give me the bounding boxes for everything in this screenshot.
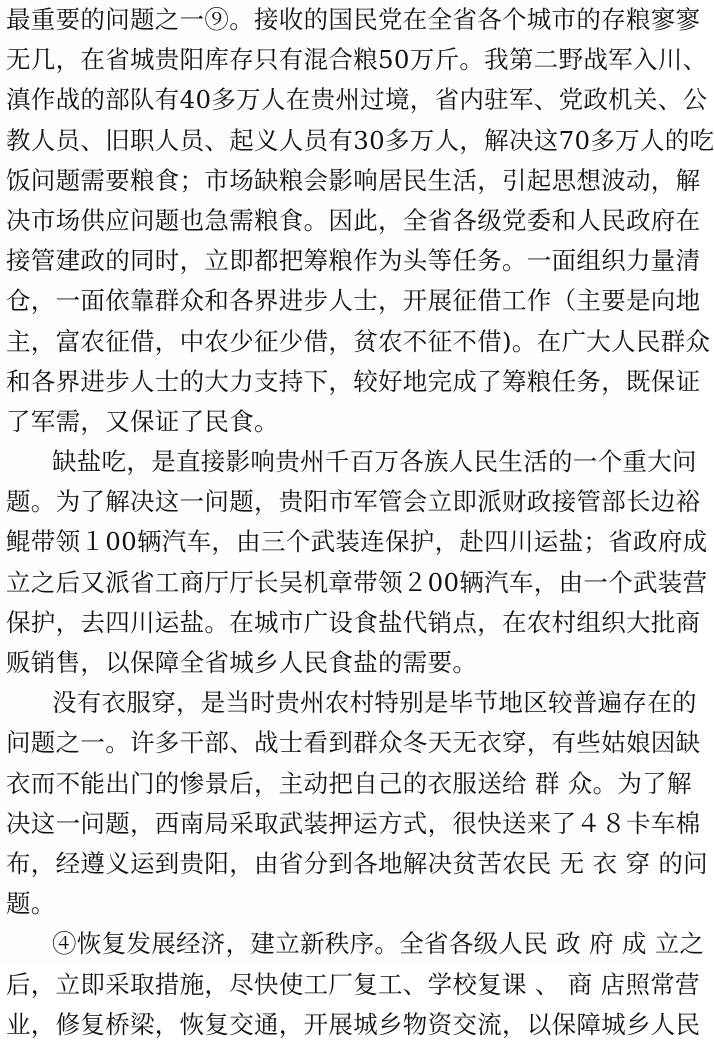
- text-line: 贩销售，以保障全省城乡人民食盐的需要。: [6, 648, 478, 677]
- text-line: 仓，一面依靠群众和各界进步人士，开展征借工作（主要是向地: [6, 286, 701, 316]
- text-line: 接管建政的同时，立即都把筹粮作为头等任务。一面组织力量清: [6, 246, 701, 276]
- text-line: 最重要的问题之一⑨。接收的国民党在全省各个城市的存粮寥寥: [6, 5, 701, 34]
- text-line: 题。: [6, 889, 56, 919]
- text-line: 主，富农征借，中农少征少借，贫农不征不借)。在广大人民群众: [6, 326, 711, 356]
- text-line: 保护，去四川运盐。在城市广设食盐代销点，在农村组织大批商: [6, 607, 701, 637]
- text-line: 教人员、旧职人员、起义人员有30多万人，解决这70多万人的吃: [6, 125, 714, 155]
- text-line: 题。为了解决这一问题，贵阳市军管会立即派财政接管部长边裕: [6, 487, 701, 517]
- text-line: 和各界进步人士的大力支持下，较好地完成了筹粮任务，既保证: [6, 366, 701, 396]
- text-line: 衣而不能出门的惨景后，主动把自己的衣服送给 群 众。为了解: [6, 768, 692, 798]
- paragraph-first-line: ④恢复发展经济，建立新秩序。全省各级人民 政 府 成 立之: [52, 929, 705, 959]
- text-line: 了军需，又保证了民食。: [6, 406, 279, 436]
- document-body: [6, 0, 714, 1045]
- text-line: 无几，在省城贵阳库存只有混合粮50万斤。我第二野战军入川、: [6, 45, 708, 75]
- text-line: 业，修复桥梁，恢复交通，开展城乡物资交流，以保障城乡人民: [6, 1009, 701, 1039]
- text-line: 问题之一。许多干部、战士看到群众冬天无衣穿，有些姑娘因缺: [6, 728, 701, 758]
- text-line: 决市场供应问题也急需粮食。因此，全省各级党委和人民政府在: [6, 205, 701, 235]
- text-line: 饭问题需要粮食；市场缺粮会影响居民生活，引起思想波动，解: [6, 165, 701, 195]
- text-line: 鲲带领１00辆汽车，由三个武装连保护，赴四川运盐；省政府成: [6, 527, 708, 557]
- text-line: 布，经遵义运到贵阳，由省分到各地解决贫苦农民 无 衣 穿 的问: [6, 848, 708, 878]
- paragraph-first-line: 没有衣服穿，是当时贵州农村特别是毕节地区较普遍存在的: [52, 688, 697, 718]
- text-line: 滇作战的部队有40多万人在贵州过境，省内驻军、党政机关、公: [6, 85, 708, 115]
- paragraph-first-line: 缺盐吃，是直接影响贵州千百万各族人民生活的一个重大问: [52, 447, 697, 477]
- text-line: 立之后又派省工商厅厅长吴机章带领２00辆汽车，由一个武装营: [6, 567, 708, 597]
- text-line: 后，立即采取措施，尽快使工厂复工、学校复课 、 商 店照常营: [6, 969, 700, 999]
- text-line: 决这一问题，西南局采取武装押运方式，很快送来了４８卡车棉: [6, 808, 701, 838]
